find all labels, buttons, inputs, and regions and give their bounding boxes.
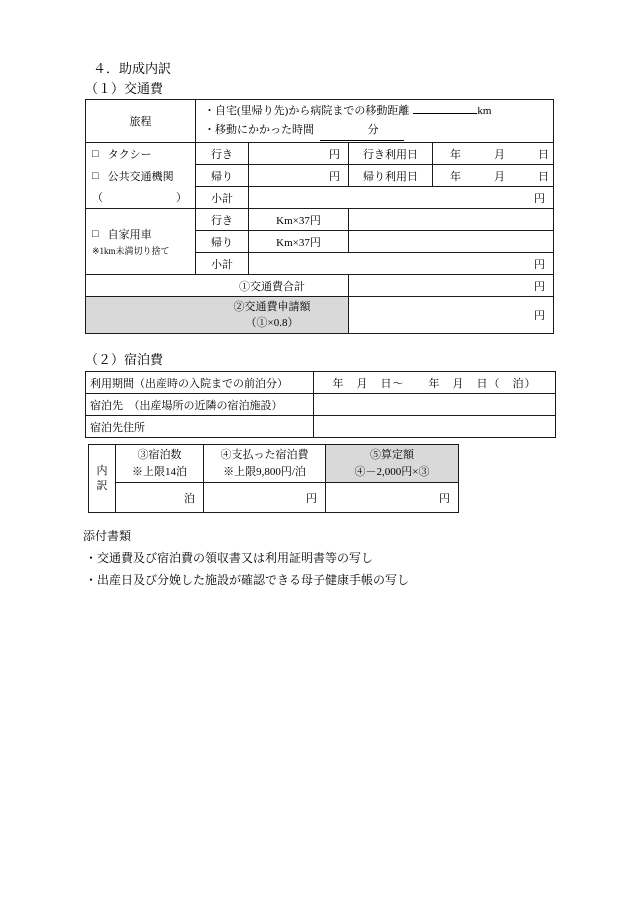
- journey-label-cell: 旅程: [86, 100, 196, 143]
- taxi-subtotal-label: 小計: [196, 187, 249, 209]
- transit-name-blank-row[interactable]: [92, 186, 195, 208]
- lodging-place-value-cell[interactable]: [314, 394, 556, 416]
- car-going-label: 行き: [196, 209, 249, 231]
- distance-prefix-label: ・自宅(里帰り先)から病院までの移動距離: [204, 105, 410, 117]
- nights-header-cell: [116, 445, 204, 483]
- calculated-value-cell[interactable]: 円: [326, 483, 459, 513]
- taxi-return-label: 帰り: [196, 165, 249, 187]
- public-transit-checkbox[interactable]: □: [92, 169, 99, 182]
- paid-title: ④支払った宿泊費: [220, 448, 309, 461]
- breakdown-header-char-1: 内: [96, 464, 108, 477]
- own-car-options-cell: [86, 209, 196, 275]
- paren-close: ）: [176, 192, 187, 205]
- paid-header-cell: [204, 445, 326, 483]
- car-return-amount-cell[interactable]: [349, 231, 554, 253]
- taxi-subtotal-cell[interactable]: 円: [249, 187, 554, 209]
- lodging-breakdown-table: [88, 444, 459, 513]
- calculated-header-cell: [326, 445, 459, 483]
- car-subtotal-cell[interactable]: 円: [249, 253, 554, 275]
- journey-distance-line: [204, 101, 553, 121]
- car-going-rate-cell[interactable]: Km×37円: [249, 209, 349, 231]
- return-date-label: 帰り利用日: [349, 165, 433, 187]
- paid-value-cell[interactable]: 円: [204, 483, 326, 513]
- subsection-heading-transport: （１）交通費: [85, 81, 164, 96]
- lodging-address-label: 宿泊先住所: [86, 416, 314, 438]
- going-date-cell[interactable]: 年 月 日: [433, 143, 554, 165]
- subsection-heading-lodging: （２）宿泊費: [85, 352, 164, 367]
- journey-info-cell: [196, 100, 554, 143]
- attachment-item-mother-child-handbook: ・出産日及び分娩した施設が確認できる母子健康手帳の写し: [85, 573, 410, 587]
- section-heading-subsidy-breakdown: ４．助成内訳: [93, 61, 172, 76]
- time-prefix-label: ・移動にかかった時間: [204, 124, 314, 136]
- own-car-inner: [92, 209, 195, 274]
- breakdown-row-header: [89, 445, 116, 513]
- taxi-going-fare-cell[interactable]: 円: [249, 143, 349, 165]
- time-unit-label: 分: [367, 124, 379, 136]
- lodging-period-label: 利用期間（出産時の入院までの前泊分）: [86, 372, 314, 394]
- transport-expense-table: [85, 99, 554, 334]
- public-transit-label: 公共交通機関: [107, 170, 174, 183]
- transport-total-amount-cell[interactable]: 円: [349, 275, 554, 297]
- taxi-going-label: 行き: [196, 143, 249, 165]
- own-car-checkbox[interactable]: □: [92, 228, 99, 240]
- form-content: [85, 60, 557, 591]
- calculated-title: ⑤算定額: [370, 448, 414, 461]
- attachments-title: 添付書類: [83, 529, 132, 543]
- nights-note: ※上限14泊: [132, 465, 187, 478]
- going-date-label: 行き利用日: [349, 143, 433, 165]
- transport-request-amount-cell[interactable]: 円: [349, 297, 554, 334]
- breakdown-header-char-2: 訳: [96, 479, 108, 492]
- own-car-option-row: [92, 226, 195, 242]
- lodging-period-value-cell[interactable]: 年 月 日～ 年 月 日（ 泊）: [314, 372, 556, 394]
- time-blank-field[interactable]: [320, 121, 404, 141]
- car-return-label: 帰り: [196, 231, 249, 253]
- return-date-cell[interactable]: 年 月 日: [433, 165, 554, 187]
- taxi-label: タクシー: [107, 148, 152, 161]
- transport-request-label: ②交通費申請額: [233, 301, 311, 313]
- paid-note: ※上限9,800円/泊: [223, 465, 306, 478]
- own-car-note: ※1km未満切り捨て: [92, 246, 170, 256]
- transport-total-label-cell: ①交通費合計: [86, 275, 349, 297]
- taxi-return-fare-cell[interactable]: 円: [249, 165, 349, 187]
- lodging-address-value-cell[interactable]: [314, 416, 556, 438]
- own-car-label: 自家用車: [107, 229, 152, 241]
- public-transit-option-row: [92, 165, 195, 187]
- paren-open: （: [92, 192, 103, 205]
- calculated-formula: ④－2,000円×③: [354, 465, 430, 478]
- car-going-amount-cell[interactable]: [349, 209, 554, 231]
- journey-time-line: [204, 121, 553, 141]
- attachments-section: [83, 525, 557, 591]
- lodging-place-label: 宿泊先 （出産場所の近隣の宿泊施設）: [86, 394, 314, 416]
- transport-request-formula: （①×0.8）: [245, 317, 299, 329]
- car-subtotal-label: 小計: [196, 253, 249, 275]
- nights-value-cell[interactable]: 泊: [116, 483, 204, 513]
- distance-blank-field[interactable]: [413, 101, 477, 114]
- taxi-checkbox[interactable]: □: [92, 147, 99, 160]
- lodging-info-table: [85, 371, 556, 438]
- taxi-options-cell: [86, 143, 196, 209]
- transport-request-label-cell: [86, 297, 349, 334]
- distance-unit-label: km: [477, 105, 492, 117]
- car-return-rate-cell[interactable]: Km×37円: [249, 231, 349, 253]
- attachment-item-receipts: ・交通費及び宿泊費の領収書又は利用証明書等の写し: [85, 551, 374, 565]
- taxi-option-row: [92, 143, 195, 165]
- nights-title: ③宿泊数: [137, 448, 182, 461]
